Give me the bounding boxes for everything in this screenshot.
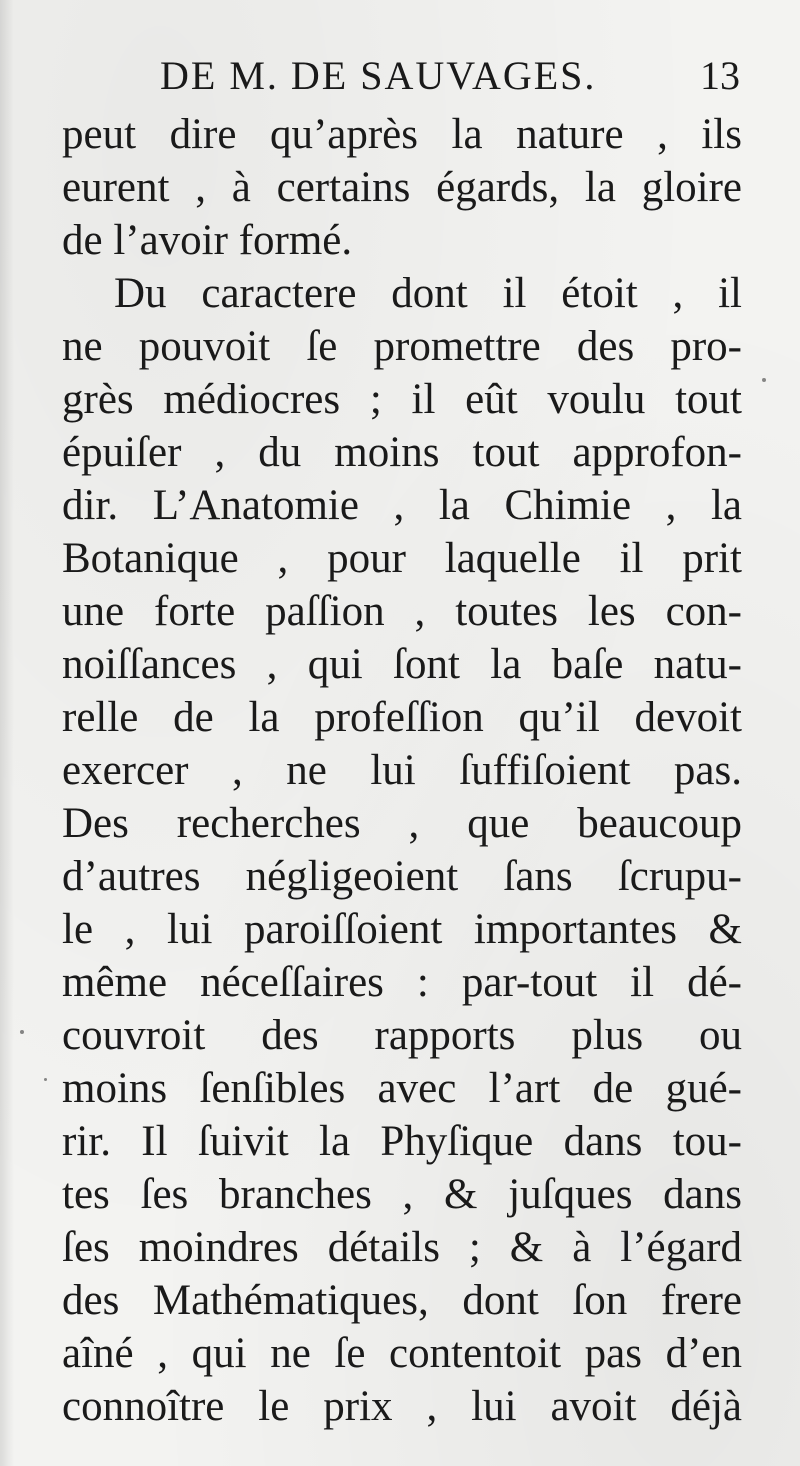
text-line: noiſſances , qui ſont la baſe natu- [62, 641, 742, 688]
text-line: le , lui paroiſſoient importantes & [62, 906, 742, 953]
text-line: tes ſes branches , & juſques dans [62, 1171, 742, 1218]
body-text [62, 108, 742, 1433]
text-line: exercer , ne lui ſuffiſoient pas. [62, 747, 742, 794]
text-line: connoître le prix , lui avoit déjà [62, 1383, 742, 1430]
text-line: d’autres négligeoient ſans ſcrupu- [62, 853, 742, 900]
text-line: grès médiocres ; il eût voulu tout [62, 376, 742, 423]
ink-speck [20, 1030, 24, 1034]
running-head [160, 52, 740, 102]
text-line: des Mathématiques, dont ſon frere [62, 1277, 742, 1324]
text-line: dir. L’Anatomie , la Chimie , la [62, 482, 742, 529]
text-line: Des recherches , que beaucoup [62, 800, 742, 847]
text-line: épuiſer , du moins tout approfon- [62, 429, 742, 476]
text-line: moins ſenſibles avec l’art de gué- [62, 1065, 742, 1112]
text-line: une forte paſſion , toutes les con- [62, 588, 742, 635]
ink-speck [44, 1078, 47, 1081]
text-line: peut dire qu’après la nature , ils [62, 111, 742, 158]
text-line: même néceſſaires : par-tout il dé- [62, 959, 742, 1006]
running-title: DE M. DE SAUVAGES. [160, 53, 597, 98]
text-line: aîné , qui ne ſe contentoit pas d’en [62, 1330, 742, 1377]
ink-speck [762, 378, 766, 382]
text-line: ne pouvoit ſe promettre des pro- [62, 323, 742, 370]
text-line: eurent , à certains égards, la gloire [62, 164, 742, 211]
text-line: rir. Il ſuivit la Phyſique dans tou- [62, 1118, 742, 1165]
page-number: 13 [700, 53, 740, 98]
text-line: Du caractere dont il étoit , il [114, 270, 742, 317]
text-line: relle de la profeſſion qu’il devoit [62, 694, 742, 741]
text-line: ſes moindres détails ; & à l’égard [62, 1224, 742, 1271]
page-gutter-shadow [0, 0, 14, 1466]
text-line: couvroit des rapports plus ou [62, 1012, 742, 1059]
text-line: de l’avoir formé. [62, 217, 353, 264]
text-line: Botanique , pour laquelle il prit [62, 535, 742, 582]
